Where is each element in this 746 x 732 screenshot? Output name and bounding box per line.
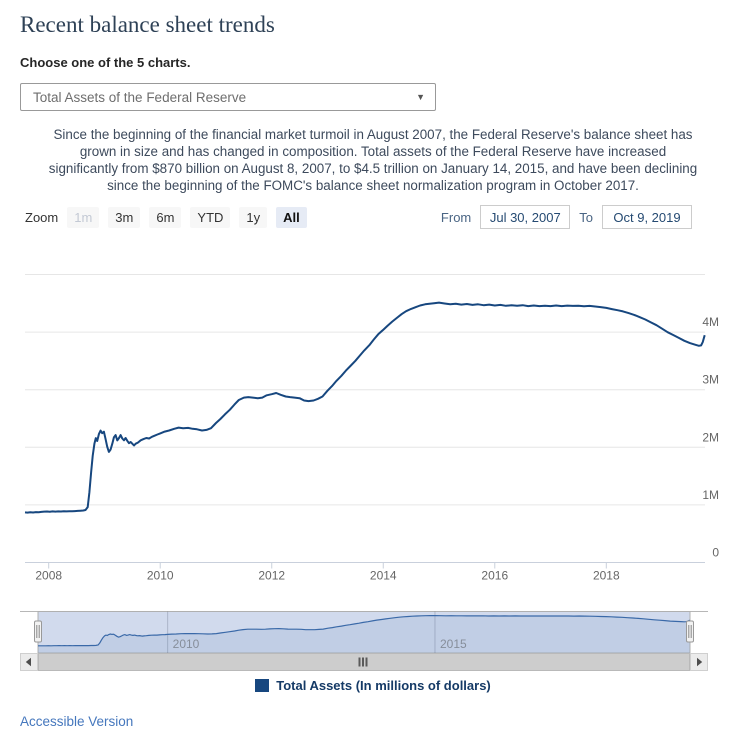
svg-text:4M: 4M bbox=[702, 315, 719, 330]
zoom-controls bbox=[25, 207, 307, 228]
zoom-button-ytd[interactable]: YTD bbox=[190, 207, 230, 228]
zoom-button-1m: 1m bbox=[67, 207, 99, 228]
page-title: Recent balance sheet trends bbox=[20, 12, 275, 37]
svg-text:2018: 2018 bbox=[592, 568, 620, 583]
svg-text:2014: 2014 bbox=[369, 568, 397, 583]
from-label: From bbox=[440, 209, 472, 225]
svg-text:2008: 2008 bbox=[35, 568, 63, 583]
chart-description: Since the beginning of the financial market turmoil in August 2007, the Federal Reserve's balance sheet has grown in size and has changed in composition. Total assets of the Federal Reserve have increased significantly from $870 billion on August 8, 2007, to $4.5 trillion on January 14, 2015, and have been declining since the beginning of the FOMC's balance sheet normalization program in October 2017. bbox=[48, 127, 698, 193]
svg-text:0: 0 bbox=[712, 545, 719, 560]
chart-legend[interactable] bbox=[0, 678, 746, 693]
legend-label: Total Assets (In millions of dollars) bbox=[276, 678, 491, 693]
x-axis bbox=[25, 563, 705, 583]
main-series bbox=[25, 303, 705, 513]
zoom-button-3m[interactable]: 3m bbox=[108, 207, 140, 228]
svg-text:3M: 3M bbox=[702, 372, 719, 387]
scrollbar-right-button[interactable] bbox=[691, 654, 708, 671]
zoom-button-6m[interactable]: 6m bbox=[149, 207, 181, 228]
y-grid bbox=[25, 275, 719, 563]
svg-text:2016: 2016 bbox=[481, 568, 509, 583]
navigator bbox=[20, 612, 708, 654]
zoom-label: Zoom bbox=[25, 209, 59, 225]
date-range-controls bbox=[441, 205, 692, 229]
to-date-input[interactable] bbox=[602, 205, 692, 229]
svg-text:2010: 2010 bbox=[146, 568, 174, 583]
zoom-button-all[interactable]: All bbox=[276, 207, 307, 228]
chart-canvas bbox=[0, 240, 746, 672]
accessible-version-link[interactable]: Accessible Version bbox=[20, 714, 134, 729]
legend-swatch-icon bbox=[255, 679, 269, 692]
scrollbar-left-button[interactable] bbox=[21, 654, 38, 671]
svg-text:2M: 2M bbox=[702, 430, 719, 445]
zoom-button-1y[interactable]: 1y bbox=[239, 207, 267, 228]
scrollbar bbox=[21, 653, 708, 671]
to-label: To bbox=[579, 209, 593, 225]
scrollbar-grip-icon bbox=[359, 658, 368, 667]
navigator-handle-right[interactable] bbox=[687, 621, 694, 642]
chart-select-value: Total Assets of the Federal Reserve bbox=[33, 89, 247, 105]
svg-text:2012: 2012 bbox=[258, 568, 286, 583]
svg-text:1M: 1M bbox=[702, 487, 719, 502]
chart-select[interactable] bbox=[20, 83, 436, 111]
from-date-input[interactable] bbox=[480, 205, 570, 229]
chart-chooser-label: Choose one of the 5 charts. bbox=[20, 55, 191, 70]
dropdown-caret-icon: ▼ bbox=[416, 92, 425, 102]
navigator-handle-left[interactable] bbox=[35, 621, 42, 642]
range-selector bbox=[25, 205, 692, 229]
